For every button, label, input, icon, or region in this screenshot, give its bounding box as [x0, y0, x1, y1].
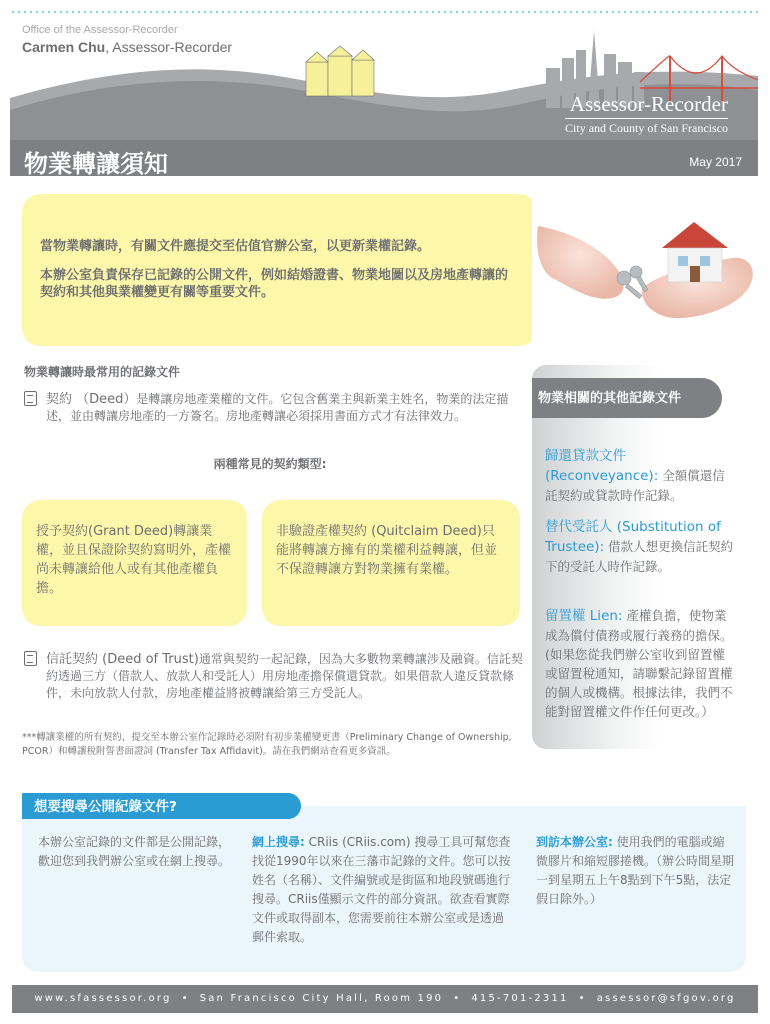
- grant-deed-card: 授予契約(Grant Deed)轉讓業權，並且保證除契約寫明外，產權尚未轉讓給他人或有其他產權負擔。: [22, 500, 247, 626]
- section-title: 物業轉讓時最常用的記錄文件: [24, 365, 181, 379]
- footnote: ***轉讓業權的所有契約，提交至本辦公室作記錄時必須附有初步業權變更書（Preliminary Change of Ownership, PCOR）和轉讓稅附誓書面證詞 (Transfer Tax Affidavit)。請在我們網站查看更多資訊。: [22, 732, 512, 757]
- sidebar-title: 物業相關的其他記錄文件: [538, 391, 682, 406]
- publish-date: May 2017: [689, 155, 742, 169]
- sidebar-item-substitution: 替代受託人 (Substitution of Trustee): 借款人想更換信託契約下的受託人時作記錄。: [545, 519, 734, 574]
- page-title: 物業轉讓須知: [24, 150, 168, 176]
- search-intro: 本辦公室記錄的文件都是公開記錄，歡迎您到我們辦公室或在網上搜尋。: [38, 835, 231, 868]
- footer-email[interactable]: assessor@sfgov.org: [596, 993, 736, 1004]
- deed-types-heading: 兩種常見的契約類型:: [213, 457, 327, 471]
- search-title: 想要搜尋公開紀錄文件?: [34, 799, 177, 815]
- office-visit-info: 到訪本辦公室: 使用我們的電腦或縮微膠片和縮短膠捲機。（辦公時間星期一到星期五上午8點到下午5點，法定假日除外。）: [536, 835, 735, 906]
- deed-of-trust-description: 信託契約 (Deed of Trust)通常與契約一起記錄，因為大多數物業轉讓涉及融資。信託契約透過三方（借款人、放款人和受託人）用房地產擔保償還貸款。如果借款人違反貸款條件，未向放款人付款，房地產權益將被轉讓給第三方受託人。: [46, 652, 523, 700]
- footer-phone: 415-701-2311: [471, 993, 569, 1004]
- intro-paragraph-1: 當物業轉讓時，有關文件應提交至估值官辦公室，以更新業權記錄。: [40, 239, 431, 254]
- footer-website[interactable]: www.sfassessor.org: [34, 993, 172, 1004]
- document-icon: [24, 651, 37, 666]
- sidebar-item-lien: 留置權 Lien: 產權負擔，使物業成為償付債務或履行義務的擔保。(如果您從我們辦公室收到留置權或留置稅通知，請聯繫記錄留置權的個人或機構。根據法律，我們不能對留置權文件作任何更改。）: [545, 608, 733, 719]
- sidebar-item-reconveyance: 歸還貸款文件 (Reconveyance): 全額償還信託契約或貸款時作記錄。: [545, 448, 725, 503]
- brand-subtitle: City and County of San Francisco: [565, 118, 728, 136]
- intro-box: [22, 194, 537, 346]
- assessor-name: Carmen Chu, Assessor-Recorder: [22, 39, 233, 55]
- online-search-info: 網上搜尋: CRiis (CRiis.com) 搜尋工具可幫您查找從1990年以來在三藩市記錄的文件。您可以按姓名（名稱）、文件編號或是街區和地段號碼進行搜尋。CRiis僅顯示文件的部分資訊。欲查看實際文件或取得副本，您需要前往本辦公室或是透過郵件索取。: [252, 835, 511, 944]
- quitclaim-deed-card: 非驗證產權契約 (Quitclaim Deed)只能將轉讓方擁有的業權利益轉讓，但並不保證轉讓方對物業擁有業權。: [262, 500, 520, 626]
- deed-description: 契約 （Deed）是轉讓房地產業權的文件。它包含舊業主與新業主姓名，物業的法定描述，並由轉讓房地產的一方簽名。房地產轉讓必須採用書面方式才有法律效力。: [46, 392, 509, 423]
- brand-title: Assessor-Recorder: [569, 92, 728, 116]
- footer-address: San Francisco City Hall, Room 190: [199, 993, 444, 1004]
- page-header: [10, 10, 758, 176]
- office-label: Office of the Assessor-Recorder: [22, 24, 178, 36]
- footer-contact: www.sfassessor.org • San Francisco City Hall, Room 190 • 415-701-2311 • assessor@sfgov.org: [34, 993, 736, 1004]
- intro-paragraph-2: 本辦公室負責保存已記錄的公開文件，例如結婚證書、物業地圖以及房地產轉讓的契約和其他與業權變更有關等重要文件。: [40, 268, 509, 300]
- house-keys-photo: [532, 192, 758, 348]
- document-icon: [24, 391, 37, 406]
